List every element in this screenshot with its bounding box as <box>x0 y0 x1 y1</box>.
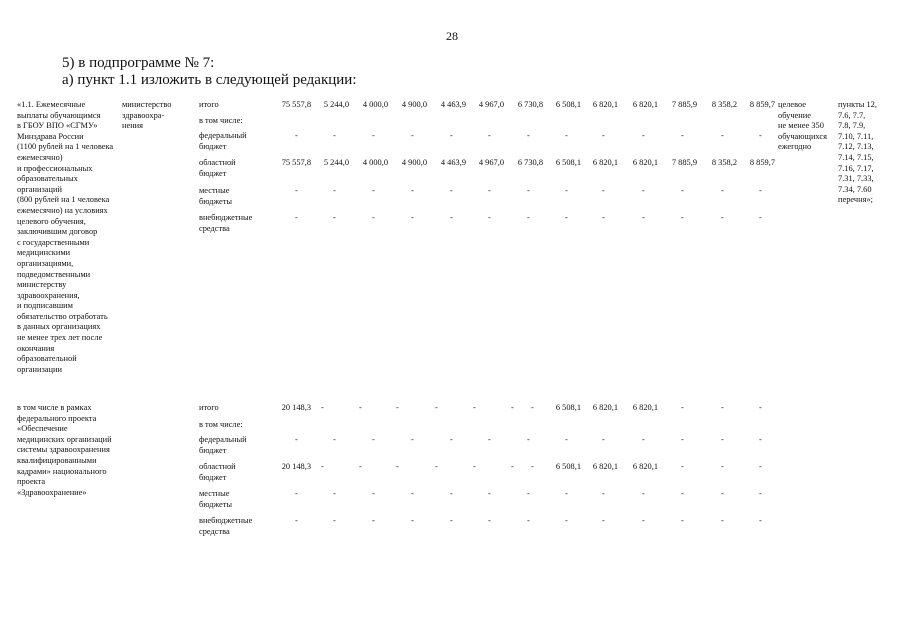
row1-reference-line: 7.14, 7.15, <box>838 152 874 162</box>
row1-executor <box>122 100 172 132</box>
row2-description <box>17 403 112 498</box>
row2-value: - <box>473 462 476 471</box>
row2-description-line: «Обеспечение <box>17 424 68 434</box>
row1-description-line: подведомственными <box>17 269 91 279</box>
row1-value: - <box>527 186 530 195</box>
row2-value: - <box>295 489 298 498</box>
row1-value: - <box>565 213 568 222</box>
row1-value: - <box>372 213 375 222</box>
row1-result-line: ежегодно <box>778 142 812 152</box>
row1-value: - <box>759 186 762 195</box>
row1-result-line: не менее 350 <box>778 121 824 131</box>
row2-value: - <box>411 516 414 525</box>
row2-source-label-line: бюджеты <box>199 499 233 509</box>
row1-description-line: «1.1. Ежемесячные <box>17 100 86 109</box>
row1-value: - <box>295 186 298 195</box>
row2-source-label-line: федеральный <box>199 435 247 444</box>
row1-source-label-line: средства <box>199 223 230 233</box>
row2-value: - <box>681 435 684 444</box>
row1-value: - <box>450 213 453 222</box>
row1-value: - <box>450 186 453 195</box>
row2-source-label <box>199 462 236 483</box>
row2-value: - <box>488 435 491 444</box>
row1-description-line: организаций <box>17 184 62 194</box>
row1-value: 6 508,1 <box>555 100 581 109</box>
row2-value: - <box>527 435 530 444</box>
row1-value: - <box>411 186 414 195</box>
row1-value: - <box>721 131 724 140</box>
row1-value: 8 358,2 <box>711 100 737 109</box>
row2-source-label-line: в том числе: <box>199 420 243 429</box>
row2-value: - <box>527 516 530 525</box>
row1-source-label <box>199 131 247 152</box>
row1-result <box>778 100 827 153</box>
row2-source-label <box>199 435 247 456</box>
row2-value: - <box>642 516 645 525</box>
row1-executor-line: министерство <box>122 100 172 109</box>
row1-value: 5 244,0 <box>323 158 349 167</box>
row1-description-line: (1100 рублей на 1 человека <box>17 142 114 152</box>
row2-source-label-line: областной <box>199 462 236 471</box>
row1-reference-line: 7.10, 7.11, <box>838 131 874 141</box>
row2-value: - <box>759 403 762 412</box>
row2-value: - <box>411 489 414 498</box>
row1-value: - <box>527 213 530 222</box>
row1-description-line: и подписавшим <box>17 301 73 311</box>
row1-value: 4 463,9 <box>440 100 466 109</box>
row1-description-line: заключившим договор <box>17 227 98 237</box>
row1-executor-line: здравоохра- <box>122 110 165 120</box>
row2-value: - <box>396 403 399 412</box>
row1-value: 4 000,0 <box>362 100 388 109</box>
row1-value: - <box>642 186 645 195</box>
row2-value: - <box>450 489 453 498</box>
row1-value: 7 885,9 <box>671 158 697 167</box>
row2-value: - <box>602 435 605 444</box>
row1-value: - <box>602 213 605 222</box>
row1-value: - <box>295 131 298 140</box>
heading-subprogram: 5) в подпрограмме № 7: <box>62 55 215 71</box>
row1-reference-line: 7.12, 7.13, <box>838 142 874 152</box>
row1-description-line: (800 рублей на 1 человека <box>17 195 110 205</box>
row1-value: 8 859,7 <box>749 158 775 167</box>
row2-value: - <box>435 403 438 412</box>
row2-value: - <box>759 516 762 525</box>
row2-value: 20 148,3 <box>281 403 311 412</box>
row2-value: - <box>681 516 684 525</box>
row1-description-line: медицинскими <box>17 248 71 258</box>
row1-value: - <box>372 186 375 195</box>
row1-value: 8 358,2 <box>711 158 737 167</box>
row1-description-line: министерству <box>17 280 67 290</box>
row2-description-line: проекта <box>17 477 46 487</box>
row1-reference-line: 7.31, 7.33, <box>838 174 874 184</box>
row2-value: - <box>488 489 491 498</box>
row1-value: - <box>450 131 453 140</box>
row2-description-line: в том числе в рамках <box>17 403 92 412</box>
row2-value: - <box>602 516 605 525</box>
row1-source-label <box>199 186 232 207</box>
row2-source-label-line: бюджет <box>199 472 227 482</box>
row1-description-line: здравоохранения, <box>17 290 80 300</box>
row1-value: 6 730,8 <box>517 100 543 109</box>
row1-value: 8 859,7 <box>749 100 775 109</box>
row2-value: - <box>642 489 645 498</box>
row1-value: 5 244,0 <box>323 100 349 109</box>
row1-value: 6 820,1 <box>632 100 658 109</box>
row1-value: - <box>295 213 298 222</box>
row2-value: - <box>759 489 762 498</box>
row1-source-label-line: внебюджетные <box>199 213 253 222</box>
row1-value: 6 730,8 <box>517 158 543 167</box>
row1-description-line: ежемесячно) <box>17 152 63 162</box>
row1-source-label <box>199 116 243 127</box>
row2-value: - <box>602 489 605 498</box>
row1-value: - <box>602 186 605 195</box>
row1-value: - <box>527 131 530 140</box>
row1-description-line: в данных организациях <box>17 322 101 332</box>
row1-value: - <box>642 131 645 140</box>
row2-source-label-line: средства <box>199 526 230 536</box>
row2-value: - <box>721 403 724 412</box>
row1-value: 6 820,1 <box>632 158 658 167</box>
row2-value: - <box>759 462 762 471</box>
row1-description <box>17 100 113 375</box>
row1-source-label-line: итого <box>199 100 219 109</box>
row1-reference-line: 7.16, 7.17, <box>838 163 874 173</box>
row1-description-line: организации <box>17 364 62 374</box>
row1-description-line: в ГБОУ ВПО «СГМУ» <box>17 121 98 131</box>
row2-value: 20 148,3 <box>281 462 311 471</box>
row2-value: - <box>511 462 514 471</box>
row1-value: 6 820,1 <box>592 100 618 109</box>
row2-value: - <box>721 516 724 525</box>
row1-source-label-line: бюджет <box>199 168 227 178</box>
row1-source-label-line: бюджет <box>199 141 227 151</box>
row1-source-label <box>199 158 236 179</box>
row2-value: 6 820,1 <box>632 403 658 412</box>
row2-value: - <box>333 489 336 498</box>
row1-description-line: организациями, <box>17 258 74 268</box>
row2-value: - <box>473 403 476 412</box>
row1-value: - <box>411 213 414 222</box>
row1-value: - <box>333 213 336 222</box>
row2-value: - <box>565 516 568 525</box>
row1-source-label-line: федеральный <box>199 131 247 140</box>
row1-description-line: ежемесячно) на условиях <box>17 205 108 215</box>
row2-value: - <box>372 489 375 498</box>
row1-value: - <box>759 131 762 140</box>
row2-value: - <box>450 516 453 525</box>
row2-value: - <box>527 489 530 498</box>
row1-description-line: целевого обучения, <box>17 216 86 226</box>
row1-reference-line: 7.6, 7.7, <box>838 110 866 120</box>
row2-value: 6 820,1 <box>592 403 618 412</box>
row1-value: - <box>681 213 684 222</box>
row1-source-label-line: областной <box>199 158 236 167</box>
row1-description-line: образовательной <box>17 354 77 364</box>
row1-result-line: обучающихся <box>778 131 827 141</box>
row2-value: - <box>435 462 438 471</box>
row2-value: - <box>321 462 324 471</box>
row1-source-label <box>199 213 252 234</box>
row1-source-label-line: в том числе: <box>199 116 243 125</box>
row2-value: - <box>759 435 762 444</box>
row2-value: - <box>333 516 336 525</box>
row2-value: - <box>359 403 362 412</box>
row2-description-line: системы здравоохранения <box>17 445 110 455</box>
row2-value: - <box>565 489 568 498</box>
row2-source-label <box>199 420 243 431</box>
row1-value: 4 463,9 <box>440 158 466 167</box>
row2-value: - <box>531 403 534 412</box>
row1-source-label-line: местные <box>199 186 230 195</box>
row1-description-line: и профессиональных <box>17 163 93 173</box>
row1-value: 4 900,0 <box>401 158 427 167</box>
row1-value: - <box>488 213 491 222</box>
row1-description-line: окончания <box>17 343 55 353</box>
row2-value: - <box>721 435 724 444</box>
row2-source-label <box>199 403 219 414</box>
row1-description-line: с государственными <box>17 237 90 247</box>
row2-source-label-line: местные <box>199 489 230 498</box>
row2-description-line: квалифицированными <box>17 455 97 465</box>
row2-value: - <box>642 435 645 444</box>
row1-value: - <box>602 131 605 140</box>
row1-description-line: не менее трех лет после <box>17 333 103 343</box>
row2-value: - <box>321 403 324 412</box>
row2-value: - <box>333 435 336 444</box>
row1-value: 75 557,8 <box>281 158 311 167</box>
row2-value: - <box>681 462 684 471</box>
row1-value: - <box>411 131 414 140</box>
row1-description-line: выплаты обучающимся <box>17 110 101 120</box>
page-number: 28 <box>446 29 458 43</box>
row1-value: 4 000,0 <box>362 158 388 167</box>
row2-value: - <box>721 462 724 471</box>
row2-value: - <box>372 435 375 444</box>
row2-source-label <box>199 516 252 537</box>
row1-value: - <box>642 213 645 222</box>
row2-value: 6 820,1 <box>592 462 618 471</box>
row2-value: - <box>681 403 684 412</box>
row2-source-label <box>199 489 232 510</box>
heading-paragraph: а) пункт 1.1 изложить в следующей редакции: <box>62 72 357 88</box>
row1-value: 75 557,8 <box>281 100 311 109</box>
row1-value: - <box>488 186 491 195</box>
row2-value: - <box>721 489 724 498</box>
row1-result-line: целевое <box>778 100 806 109</box>
row2-value: - <box>295 435 298 444</box>
row1-description-line: Минздрава России <box>17 131 84 141</box>
row2-value: - <box>359 462 362 471</box>
row1-executor-line: нения <box>122 121 144 131</box>
row1-reference-line: пункты 12, <box>838 100 877 109</box>
row1-value: - <box>681 131 684 140</box>
row2-description-line: «Здравоохранение» <box>17 487 87 497</box>
row1-value: 7 885,9 <box>671 100 697 109</box>
row1-value: 6 820,1 <box>592 158 618 167</box>
row1-value: 4 967,0 <box>478 158 504 167</box>
row1-source-label <box>199 100 219 111</box>
row2-source-label-line: итого <box>199 403 219 412</box>
row2-value: 6 508,1 <box>555 403 581 412</box>
row1-value: - <box>759 213 762 222</box>
row1-reference-line: 7.34, 7.60 <box>838 184 872 194</box>
row2-value: - <box>681 489 684 498</box>
row1-value: - <box>681 186 684 195</box>
row2-value: - <box>396 462 399 471</box>
row1-source-label-line: бюджеты <box>199 196 233 206</box>
row1-value: - <box>488 131 491 140</box>
row1-result-line: обучение <box>778 110 811 120</box>
row1-value: - <box>372 131 375 140</box>
row1-value: - <box>721 186 724 195</box>
row1-reference-line: перечня»; <box>838 195 873 205</box>
row2-value: - <box>411 435 414 444</box>
row1-reference <box>838 100 877 206</box>
row2-description-line: кадрами» национального <box>17 466 107 476</box>
row1-value: - <box>565 131 568 140</box>
row2-value: - <box>450 435 453 444</box>
row2-value: 6 820,1 <box>632 462 658 471</box>
row2-value: - <box>295 516 298 525</box>
row2-description-line: федерального проекта <box>17 413 97 423</box>
row2-description-line: медицинских организаций <box>17 434 112 444</box>
row2-value: - <box>531 462 534 471</box>
row2-source-label-line: бюджет <box>199 445 227 455</box>
row2-value: - <box>511 403 514 412</box>
row2-value: - <box>372 516 375 525</box>
row2-value: - <box>488 516 491 525</box>
row1-value: - <box>333 131 336 140</box>
row1-value: - <box>565 186 568 195</box>
row1-description-line: обязательство отработать <box>17 311 108 321</box>
row1-value: 4 900,0 <box>401 100 427 109</box>
row1-value: 6 508,1 <box>555 158 581 167</box>
row1-description-line: образовательных <box>17 174 78 184</box>
row1-reference-line: 7.8, 7.9, <box>838 121 866 131</box>
row2-value: - <box>565 435 568 444</box>
row1-value: - <box>333 186 336 195</box>
row1-value: 4 967,0 <box>478 100 504 109</box>
row2-value: 6 508,1 <box>555 462 581 471</box>
row1-value: - <box>721 213 724 222</box>
row2-source-label-line: внебюджетные <box>199 516 253 525</box>
